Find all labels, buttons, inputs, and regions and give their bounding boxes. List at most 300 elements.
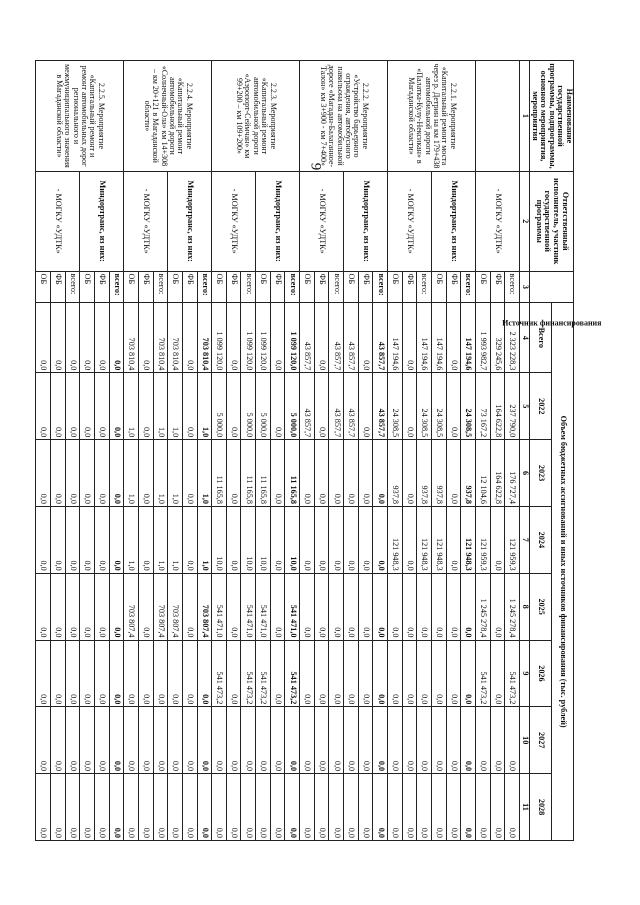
source-cell: ОБ bbox=[432, 271, 447, 303]
amount-cell: 0,0 bbox=[490, 707, 505, 774]
source-cell: ОБ bbox=[388, 271, 403, 303]
amount-cell: 0,0 bbox=[446, 707, 461, 774]
amount-cell: 121 948,3 bbox=[461, 506, 476, 573]
source-cell: всего: bbox=[417, 271, 432, 303]
amount-cell: 0,0 bbox=[138, 373, 153, 440]
amount-cell: 0,0 bbox=[65, 506, 80, 573]
amount-cell: 0,0 bbox=[446, 573, 461, 640]
amount-cell: 0,0 bbox=[270, 506, 285, 573]
column-index: 9 bbox=[519, 640, 529, 707]
amount-cell: 0,0 bbox=[80, 373, 95, 440]
executor-cell: - МОГКУ «УДТК» bbox=[300, 171, 344, 271]
amount-cell: 0,0 bbox=[182, 440, 197, 507]
header-funding: Объем бюджетных ассигнований и иных источников финансирования (тыс. рублей) bbox=[551, 303, 573, 841]
amount-cell: 1 099 120,0 bbox=[212, 303, 227, 373]
amount-cell: 0,0 bbox=[314, 640, 329, 707]
amount-cell: 703 807,4 bbox=[153, 573, 168, 640]
amount-cell: 0,0 bbox=[182, 506, 197, 573]
table-row bbox=[505, 61, 520, 841]
amount-cell: 1,0 bbox=[153, 373, 168, 440]
amount-cell: 0,0 bbox=[80, 303, 95, 373]
amount-cell: 0,0 bbox=[226, 440, 241, 507]
amount-cell: 0,0 bbox=[344, 440, 359, 507]
amount-cell: 10,0 bbox=[241, 506, 256, 573]
source-cell: ФБ bbox=[226, 271, 241, 303]
executor-cell: Миндортранс, из них: bbox=[168, 171, 212, 271]
amount-cell: 0,0 bbox=[226, 707, 241, 774]
amount-cell: 0,0 bbox=[65, 303, 80, 373]
amount-cell: 0,0 bbox=[226, 573, 241, 640]
amount-cell: 541 473,2 bbox=[241, 640, 256, 707]
amount-cell: 0,0 bbox=[329, 640, 344, 707]
amount-cell: 0,0 bbox=[432, 707, 447, 774]
amount-cell: 43 857,7 bbox=[329, 303, 344, 373]
column-index: 5 bbox=[519, 373, 529, 440]
activity-name: 2.2.2. Мероприятие «Устройство барьерного ограждения, автобусного павильона на автомобильной дороге «Магадан-Балаганное-Талон» км 3+900 - км 7+400» bbox=[300, 61, 388, 172]
amount-cell: 703 810,4 bbox=[168, 303, 183, 373]
amount-cell: 121 948,3 bbox=[388, 506, 403, 573]
amount-cell: 0,0 bbox=[168, 707, 183, 774]
header-executor: Ответственный исполнитель, участник государственной программы bbox=[529, 171, 573, 271]
amount-cell: 1,0 bbox=[124, 373, 139, 440]
amount-cell: 0,0 bbox=[65, 707, 80, 774]
amount-cell: 0,0 bbox=[138, 440, 153, 507]
header-year: 2025 bbox=[529, 573, 551, 640]
source-cell: всего: bbox=[505, 271, 520, 303]
amount-cell: 0,0 bbox=[505, 774, 520, 841]
amount-cell: 1 245 278,4 bbox=[505, 573, 520, 640]
amount-cell: 0,0 bbox=[94, 774, 109, 841]
table-row bbox=[153, 61, 168, 841]
amount-cell: 0,0 bbox=[358, 506, 373, 573]
source-cell: ОБ bbox=[256, 271, 271, 303]
amount-cell: 0,0 bbox=[36, 440, 51, 507]
table-row bbox=[197, 61, 212, 841]
amount-cell: 0,0 bbox=[36, 774, 51, 841]
column-index: 11 bbox=[519, 774, 529, 841]
amount-cell: 5 000,0 bbox=[285, 373, 300, 440]
amount-cell: 0,0 bbox=[138, 303, 153, 373]
amount-cell: 0,0 bbox=[241, 774, 256, 841]
amount-cell: 0,0 bbox=[358, 707, 373, 774]
amount-cell: 121 959,3 bbox=[505, 506, 520, 573]
amount-cell: 0,0 bbox=[475, 707, 490, 774]
amount-cell: 147 194,6 bbox=[461, 303, 476, 373]
amount-cell: 0,0 bbox=[80, 640, 95, 707]
amount-cell: 0,0 bbox=[373, 640, 388, 707]
amount-cell: 0,0 bbox=[168, 640, 183, 707]
amount-cell: 1,0 bbox=[124, 506, 139, 573]
source-cell: ОБ bbox=[168, 271, 183, 303]
amount-cell: 0,0 bbox=[80, 707, 95, 774]
amount-cell: 43 857,7 bbox=[300, 303, 315, 373]
amount-cell: 0,0 bbox=[197, 707, 212, 774]
amount-cell: 0,0 bbox=[109, 506, 124, 573]
source-cell: ФБ bbox=[94, 271, 109, 303]
amount-cell: 0,0 bbox=[373, 440, 388, 507]
amount-cell: 703 807,4 bbox=[197, 573, 212, 640]
activity-name: 2.2.4. Мероприятие «Капитальный ремонт автомобильной дороги «Солнечный-Ола» км 14+308 – км 20+121 в Магаданской области» bbox=[124, 61, 212, 172]
amount-cell: 0,0 bbox=[432, 573, 447, 640]
amount-cell: 0,0 bbox=[50, 573, 65, 640]
amount-cell: 0,0 bbox=[36, 640, 51, 707]
amount-cell: 0,0 bbox=[358, 303, 373, 373]
amount-cell: 1,0 bbox=[168, 506, 183, 573]
amount-cell: 0,0 bbox=[182, 774, 197, 841]
source-cell: всего: bbox=[197, 271, 212, 303]
amount-cell: 1,0 bbox=[197, 440, 212, 507]
amount-cell: 0,0 bbox=[50, 707, 65, 774]
amount-cell: 0,0 bbox=[138, 573, 153, 640]
table-row bbox=[373, 61, 388, 841]
amount-cell: 43 857,7 bbox=[329, 373, 344, 440]
amount-cell: 703 807,4 bbox=[168, 573, 183, 640]
amount-cell: 5 000,0 bbox=[212, 373, 227, 440]
amount-cell: 176 727,4 bbox=[505, 440, 520, 507]
amount-cell: 0,0 bbox=[226, 640, 241, 707]
amount-cell: 0,0 bbox=[344, 707, 359, 774]
amount-cell: 10,0 bbox=[285, 506, 300, 573]
amount-cell: 0,0 bbox=[417, 573, 432, 640]
amount-cell: 1,0 bbox=[168, 373, 183, 440]
source-cell: ОБ bbox=[36, 271, 51, 303]
header-year: 2023 bbox=[529, 440, 551, 507]
amount-cell: 0,0 bbox=[446, 373, 461, 440]
table-body bbox=[36, 61, 520, 841]
amount-cell: 1 245 278,4 bbox=[475, 573, 490, 640]
amount-cell: 0,0 bbox=[270, 573, 285, 640]
amount-cell: 0,0 bbox=[402, 774, 417, 841]
amount-cell: 0,0 bbox=[446, 440, 461, 507]
amount-cell: 0,0 bbox=[182, 573, 197, 640]
amount-cell: 0,0 bbox=[417, 774, 432, 841]
amount-cell: 0,0 bbox=[94, 640, 109, 707]
amount-cell: 0,0 bbox=[490, 506, 505, 573]
amount-cell: 0,0 bbox=[256, 707, 271, 774]
activity-name: 2.2.5. Мероприятие «Капитальный ремонт и ремонт автомобильных дорог регионального и межмуниципального значения в Магаданской области» bbox=[36, 61, 124, 172]
amount-cell: 0,0 bbox=[109, 373, 124, 440]
amount-cell: 0,0 bbox=[402, 506, 417, 573]
column-index: 7 bbox=[519, 506, 529, 573]
amount-cell: 0,0 bbox=[65, 573, 80, 640]
amount-cell: 0,0 bbox=[388, 774, 403, 841]
header-year: 2028 bbox=[529, 774, 551, 841]
amount-cell: 0,0 bbox=[124, 640, 139, 707]
amount-cell: 147 194,6 bbox=[388, 303, 403, 373]
amount-cell: 0,0 bbox=[344, 640, 359, 707]
table-row bbox=[65, 61, 80, 841]
amount-cell: 0,0 bbox=[300, 707, 315, 774]
amount-cell: 10,0 bbox=[212, 506, 227, 573]
amount-cell: 5 000,0 bbox=[256, 373, 271, 440]
amount-cell: 0,0 bbox=[50, 373, 65, 440]
amount-cell: 73 167,2 bbox=[475, 373, 490, 440]
amount-cell: 0,0 bbox=[344, 774, 359, 841]
executor-cell: Миндортранс, из них: bbox=[344, 171, 388, 271]
column-index: 3 bbox=[519, 271, 529, 303]
amount-cell: 0,0 bbox=[65, 440, 80, 507]
amount-cell: 541 471,0 bbox=[212, 573, 227, 640]
amount-cell: 0,0 bbox=[358, 573, 373, 640]
amount-cell: 0,0 bbox=[300, 573, 315, 640]
amount-cell: 0,0 bbox=[270, 640, 285, 707]
source-cell: ОБ bbox=[300, 271, 315, 303]
source-cell: ФБ bbox=[358, 271, 373, 303]
amount-cell: 0,0 bbox=[505, 707, 520, 774]
amount-cell: 10,0 bbox=[256, 506, 271, 573]
amount-cell: 0,0 bbox=[65, 640, 80, 707]
amount-cell: 1,0 bbox=[124, 440, 139, 507]
amount-cell: 0,0 bbox=[212, 774, 227, 841]
amount-cell: 0,0 bbox=[461, 573, 476, 640]
amount-cell: 0,0 bbox=[329, 573, 344, 640]
amount-cell: 0,0 bbox=[388, 707, 403, 774]
header-source-label: Источник финансирования bbox=[501, 318, 602, 328]
amount-cell: 0,0 bbox=[197, 640, 212, 707]
amount-cell: 0,0 bbox=[182, 373, 197, 440]
amount-cell: 0,0 bbox=[36, 573, 51, 640]
source-cell: ОБ bbox=[344, 271, 359, 303]
amount-cell: 0,0 bbox=[373, 707, 388, 774]
amount-cell: 1 099 120,0 bbox=[256, 303, 271, 373]
amount-cell: 703 810,4 bbox=[197, 303, 212, 373]
amount-cell: 121 948,3 bbox=[417, 506, 432, 573]
amount-cell: 0,0 bbox=[344, 573, 359, 640]
amount-cell: 541 473,2 bbox=[256, 640, 271, 707]
executor-cell: - МОГКУ «УДТК» bbox=[212, 171, 256, 271]
amount-cell: 0,0 bbox=[388, 573, 403, 640]
header-year: 2022 bbox=[529, 373, 551, 440]
amount-cell: 0,0 bbox=[50, 440, 65, 507]
amount-cell: 1 993 982,7 bbox=[475, 303, 490, 373]
amount-cell: 0,0 bbox=[446, 506, 461, 573]
amount-cell: 0,0 bbox=[461, 774, 476, 841]
amount-cell: 43 857,7 bbox=[300, 373, 315, 440]
header-year: 2024 bbox=[529, 506, 551, 573]
amount-cell: 0,0 bbox=[432, 640, 447, 707]
amount-cell: 0,0 bbox=[402, 573, 417, 640]
amount-cell: 541 471,0 bbox=[256, 573, 271, 640]
amount-cell: 0,0 bbox=[109, 707, 124, 774]
table-row bbox=[329, 61, 344, 841]
amount-cell: 0,0 bbox=[490, 774, 505, 841]
amount-cell: 0,0 bbox=[109, 774, 124, 841]
amount-cell: 0,0 bbox=[475, 774, 490, 841]
amount-cell: 0,0 bbox=[109, 440, 124, 507]
amount-cell: 937,8 bbox=[432, 440, 447, 507]
source-cell: ФБ bbox=[182, 271, 197, 303]
activity-name: 2.2.1. Мероприятие «Капитальный ремонт моста через р. Детрин на км 179+438 автомобильной дороги «Палатка-Кулу-Нексикан» в Магаданской области» bbox=[388, 61, 476, 172]
amount-cell: 0,0 bbox=[490, 640, 505, 707]
amount-cell: 0,0 bbox=[329, 506, 344, 573]
amount-cell: 937,8 bbox=[388, 440, 403, 507]
amount-cell: 0,0 bbox=[94, 303, 109, 373]
amount-cell: 0,0 bbox=[358, 373, 373, 440]
funding-table-sheet bbox=[39, 60, 602, 841]
source-cell: ФБ bbox=[138, 271, 153, 303]
amount-cell: 0,0 bbox=[446, 774, 461, 841]
amount-cell: 0,0 bbox=[153, 707, 168, 774]
amount-cell: 0,0 bbox=[314, 707, 329, 774]
amount-cell: 0,0 bbox=[373, 774, 388, 841]
amount-cell: 0,0 bbox=[65, 774, 80, 841]
source-cell: ОБ bbox=[124, 271, 139, 303]
amount-cell: 0,0 bbox=[94, 440, 109, 507]
amount-cell: 43 857,7 bbox=[344, 373, 359, 440]
source-cell: всего: bbox=[153, 271, 168, 303]
executor-cell: - МОГКУ «УДТК» bbox=[388, 171, 432, 271]
amount-cell: 0,0 bbox=[153, 774, 168, 841]
column-index: 4 bbox=[519, 303, 529, 373]
amount-cell: 0,0 bbox=[109, 573, 124, 640]
amount-cell: 2 323 228,3 bbox=[505, 303, 520, 373]
executor-cell: - МОГКУ «УДТК» bbox=[475, 171, 519, 271]
amount-cell: 0,0 bbox=[402, 707, 417, 774]
column-index: 6 bbox=[519, 440, 529, 507]
amount-cell: 703 810,4 bbox=[124, 303, 139, 373]
amount-cell: 0,0 bbox=[124, 707, 139, 774]
amount-cell: 0,0 bbox=[94, 373, 109, 440]
amount-cell: 0,0 bbox=[461, 707, 476, 774]
amount-cell: 0,0 bbox=[50, 303, 65, 373]
amount-cell: 0,0 bbox=[285, 774, 300, 841]
header-total: Всего bbox=[529, 303, 551, 373]
amount-cell: 0,0 bbox=[226, 373, 241, 440]
amount-cell: 0,0 bbox=[270, 440, 285, 507]
amount-cell: 0,0 bbox=[50, 506, 65, 573]
source-cell: всего: bbox=[461, 271, 476, 303]
amount-cell: 541 473,2 bbox=[285, 640, 300, 707]
amount-cell: 0,0 bbox=[417, 640, 432, 707]
amount-cell: 11 165,8 bbox=[256, 440, 271, 507]
amount-cell: 43 857,7 bbox=[373, 303, 388, 373]
source-cell: ФБ bbox=[270, 271, 285, 303]
page-number: 9 bbox=[307, 162, 324, 171]
amount-cell: 541 473,2 bbox=[212, 640, 227, 707]
amount-cell: 541 471,0 bbox=[241, 573, 256, 640]
amount-cell: 0,0 bbox=[314, 774, 329, 841]
table-row bbox=[109, 61, 124, 841]
amount-cell: 0,0 bbox=[182, 707, 197, 774]
amount-cell: 0,0 bbox=[344, 506, 359, 573]
amount-cell: 0,0 bbox=[358, 640, 373, 707]
amount-cell: 0,0 bbox=[36, 373, 51, 440]
amount-cell: 0,0 bbox=[432, 774, 447, 841]
amount-cell: 11 165,8 bbox=[285, 440, 300, 507]
amount-cell: 0,0 bbox=[138, 640, 153, 707]
amount-cell: 0,0 bbox=[138, 506, 153, 573]
header-row-1 bbox=[551, 61, 573, 841]
amount-cell: 164 622,8 bbox=[490, 373, 505, 440]
amount-cell: 0,0 bbox=[270, 707, 285, 774]
amount-cell: 0,0 bbox=[402, 640, 417, 707]
amount-cell: 0,0 bbox=[153, 640, 168, 707]
amount-cell: 0,0 bbox=[388, 640, 403, 707]
source-cell: всего: bbox=[65, 271, 80, 303]
amount-cell: 0,0 bbox=[417, 707, 432, 774]
amount-cell: 24 308,5 bbox=[432, 373, 447, 440]
amount-cell: 1,0 bbox=[168, 440, 183, 507]
amount-cell: 703 810,4 bbox=[153, 303, 168, 373]
amount-cell: 0,0 bbox=[490, 573, 505, 640]
amount-cell: 937,8 bbox=[461, 440, 476, 507]
amount-cell: 11 165,8 bbox=[241, 440, 256, 507]
amount-cell: 237 790,0 bbox=[505, 373, 520, 440]
amount-cell: 1,0 bbox=[197, 506, 212, 573]
amount-cell: 0,0 bbox=[300, 640, 315, 707]
amount-cell: 164 622,8 bbox=[490, 440, 505, 507]
amount-cell: 0,0 bbox=[168, 774, 183, 841]
table-row bbox=[241, 61, 256, 841]
amount-cell: 0,0 bbox=[226, 774, 241, 841]
amount-cell: 0,0 bbox=[461, 640, 476, 707]
amount-cell: 0,0 bbox=[80, 774, 95, 841]
funding-table bbox=[35, 60, 602, 841]
source-cell: всего: bbox=[373, 271, 388, 303]
source-cell: ФБ bbox=[402, 271, 417, 303]
amount-cell: 703 807,4 bbox=[124, 573, 139, 640]
amount-cell: 0,0 bbox=[300, 774, 315, 841]
amount-cell: 0,0 bbox=[65, 373, 80, 440]
amount-cell: 0,0 bbox=[270, 774, 285, 841]
amount-cell: 0,0 bbox=[50, 774, 65, 841]
amount-cell: 0,0 bbox=[270, 373, 285, 440]
table-row bbox=[417, 61, 432, 841]
source-cell: ФБ bbox=[50, 271, 65, 303]
column-index: 10 bbox=[519, 707, 529, 774]
amount-cell: 0,0 bbox=[329, 774, 344, 841]
source-cell: всего: bbox=[285, 271, 300, 303]
source-cell: ОБ bbox=[475, 271, 490, 303]
amount-cell: 1,0 bbox=[197, 373, 212, 440]
amount-cell: 0,0 bbox=[300, 440, 315, 507]
amount-cell: 0,0 bbox=[314, 573, 329, 640]
executor-cell: - МОГКУ «УДТК» bbox=[124, 171, 168, 271]
amount-cell: 0,0 bbox=[285, 707, 300, 774]
amount-cell: 0,0 bbox=[109, 640, 124, 707]
amount-cell: 0,0 bbox=[226, 303, 241, 373]
amount-cell: 0,0 bbox=[36, 506, 51, 573]
source-cell: всего: bbox=[109, 271, 124, 303]
amount-cell: 11 165,8 bbox=[212, 440, 227, 507]
amount-cell: 0,0 bbox=[314, 506, 329, 573]
amount-cell: 0,0 bbox=[197, 774, 212, 841]
source-cell: всего: bbox=[329, 271, 344, 303]
amount-cell: 0,0 bbox=[94, 573, 109, 640]
amount-cell: 0,0 bbox=[329, 440, 344, 507]
amount-cell: 0,0 bbox=[50, 640, 65, 707]
amount-cell: 0,0 bbox=[358, 440, 373, 507]
amount-cell: 937,8 bbox=[417, 440, 432, 507]
source-cell: ОБ bbox=[212, 271, 227, 303]
amount-cell: 121 959,3 bbox=[475, 506, 490, 573]
header-year: 2026 bbox=[529, 640, 551, 707]
amount-cell: 1 099 120,0 bbox=[285, 303, 300, 373]
amount-cell: 0,0 bbox=[212, 707, 227, 774]
column-index: 2 bbox=[519, 171, 529, 271]
amount-cell: 43 857,7 bbox=[373, 373, 388, 440]
amount-cell: 0,0 bbox=[270, 303, 285, 373]
executor-cell: Миндортранс, из них: bbox=[256, 171, 300, 271]
executor-cell: - МОГКУ «УДТК» bbox=[36, 171, 80, 271]
amount-cell: 0,0 bbox=[36, 707, 51, 774]
amount-cell: 43 857,7 bbox=[344, 303, 359, 373]
amount-cell: 0,0 bbox=[226, 506, 241, 573]
activity-name bbox=[475, 61, 519, 172]
amount-cell: 147 194,6 bbox=[432, 303, 447, 373]
source-cell: ФБ bbox=[490, 271, 505, 303]
amount-cell: 0,0 bbox=[109, 303, 124, 373]
